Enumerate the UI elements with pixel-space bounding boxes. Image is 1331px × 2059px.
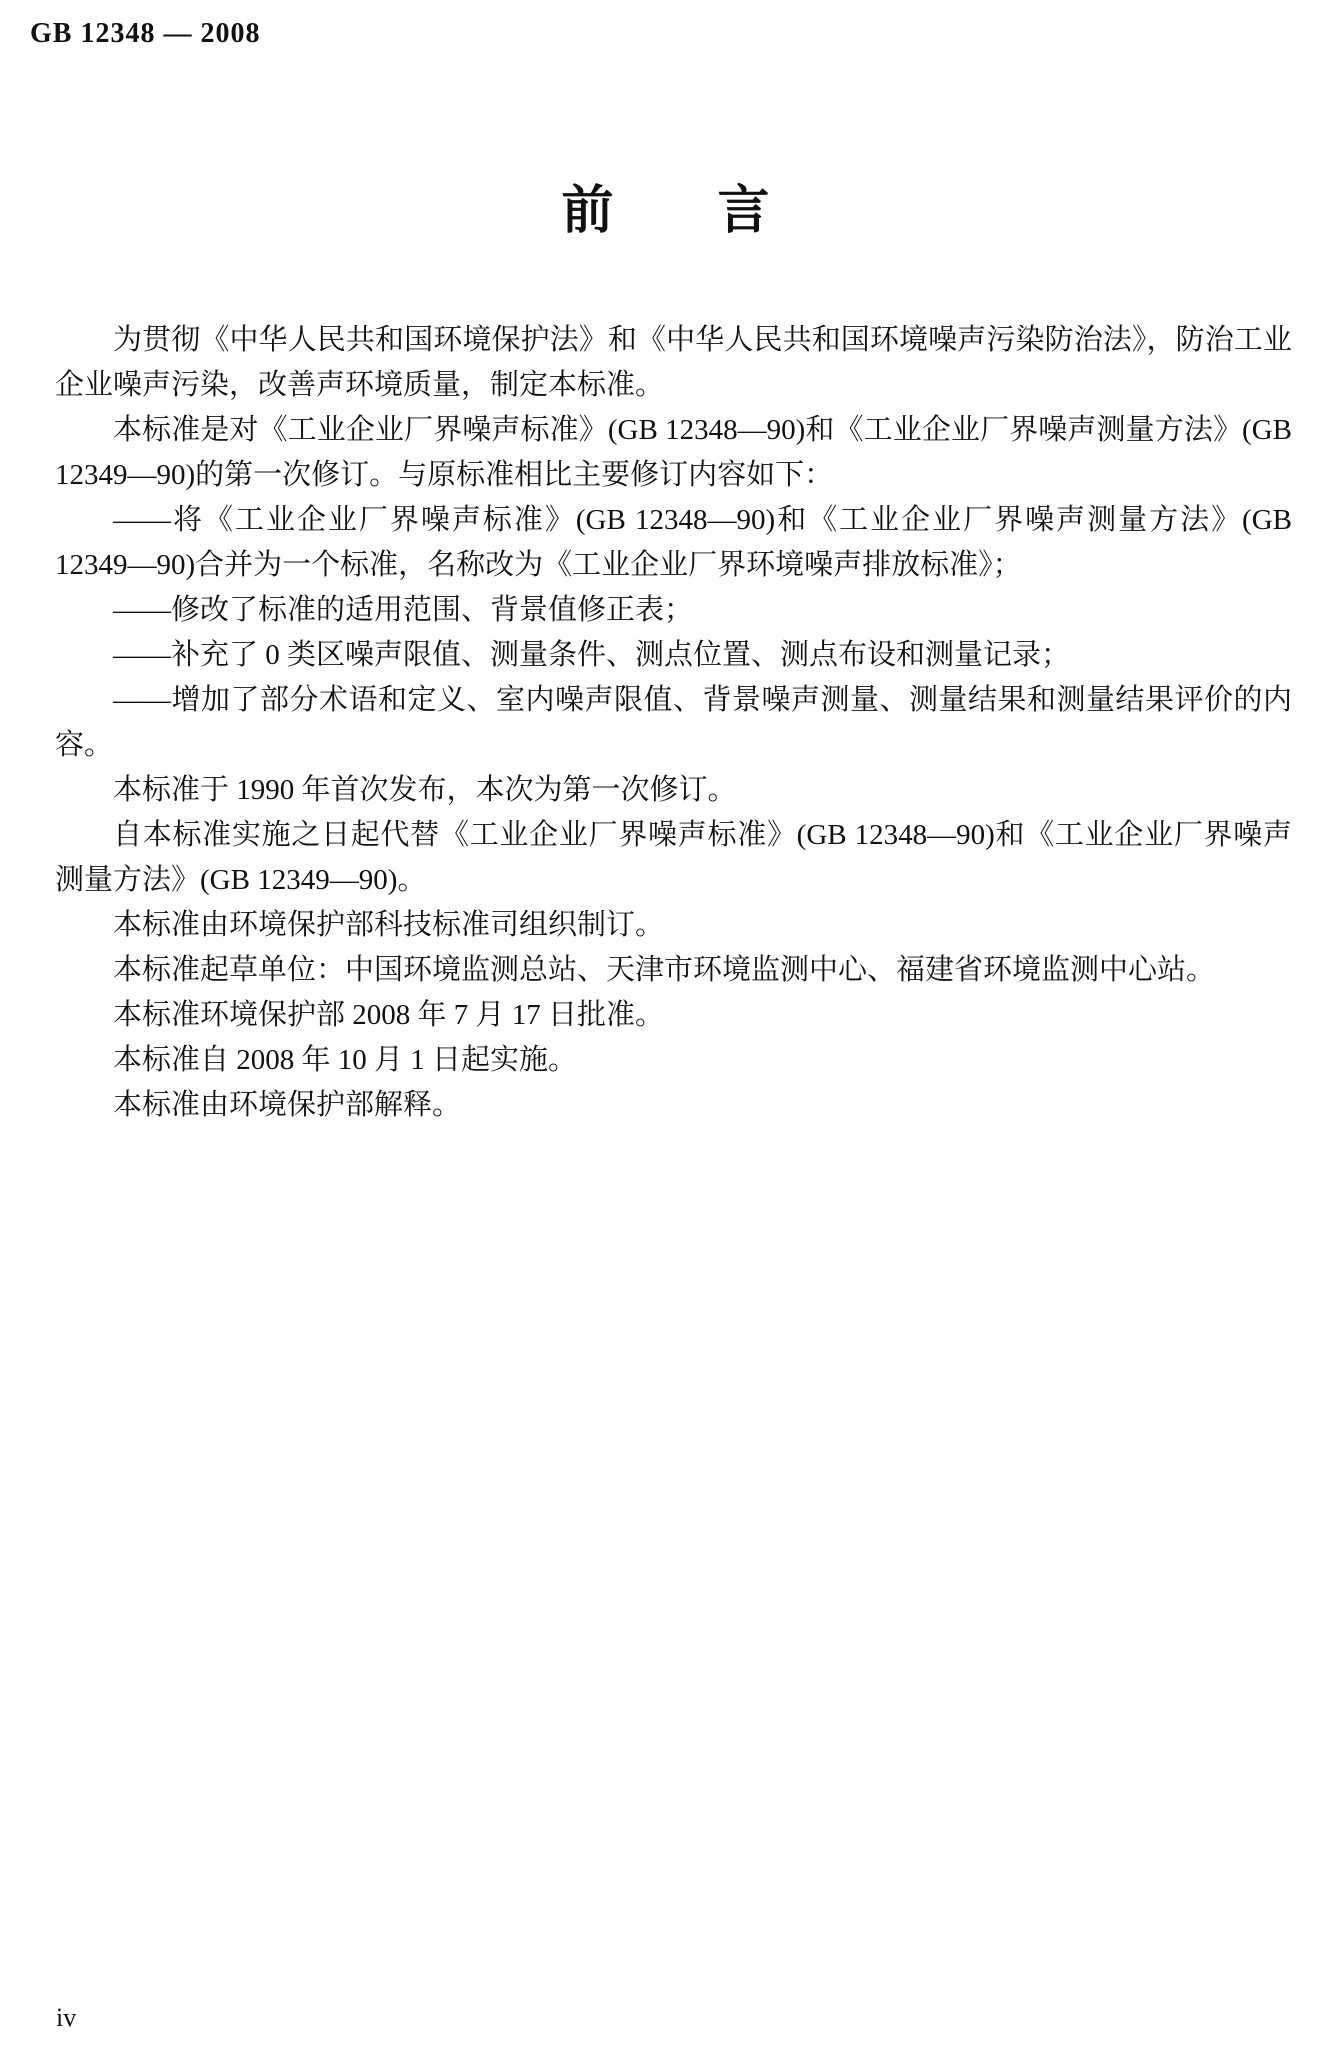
paragraph: 为贯彻《中华人民共和国环境保护法》和《中华人民共和国环境噪声污染防治法》，防治工业企业噪声污染，改善声环境质量，制定本标准。 xyxy=(55,324,1292,401)
paragraph: ——将《工业企业厂界噪声标准》(GB 12348—90)和《工业企业厂界噪声测量方法》(GB 12349—90)合并为一个标准，名称改为《工业企业厂界环境噪声排放标准》； xyxy=(55,504,1292,581)
paragraph: 自本标准实施之日起代替《工业企业厂界噪声标准》(GB 12348—90)和《工业企业厂界噪声测量方法》(GB 12349—90)。 xyxy=(55,819,1292,896)
paragraph: 本标准环境保护部 2008 年 7 月 17 日批准。 xyxy=(113,999,665,1031)
paragraph: ——修改了标准的适用范围、背景值修正表； xyxy=(113,594,694,626)
standard-number-header: GB 12348 — 2008 xyxy=(30,18,261,49)
paragraph: 本标准由环境保护部解释。 xyxy=(113,1089,462,1121)
paragraph: 本标准于 1990 年首次发布，本次为第一次修订。 xyxy=(113,774,737,806)
paragraph: 本标准自 2008 年 10 月 1 日起实施。 xyxy=(113,1044,578,1076)
paragraph: 本标准由环境保护部科技标准司组织制订。 xyxy=(113,909,665,941)
paragraph: 本标准是对《工业企业厂界噪声标准》(GB 12348—90)和《工业企业厂界噪声测量方法》(GB 12349—90)的第一次修订。与原标准相比主要修订内容如下： xyxy=(55,414,1292,491)
foreword-body xyxy=(55,318,1292,1128)
page-number: iv xyxy=(56,2003,77,2032)
paragraph: ——增加了部分术语和定义、室内噪声限值、背景噪声测量、测量结果和测量结果评价的内容。 xyxy=(55,684,1292,761)
paragraph: 本标准起草单位：中国环境监测总站、天津市环境监测中心、福建省环境监测中心站。 xyxy=(113,954,1216,986)
page-title: 前 言 xyxy=(561,182,770,240)
paragraph: ——补充了 0 类区噪声限值、测量条件、测点位置、测点布设和测量记录； xyxy=(113,639,1071,671)
